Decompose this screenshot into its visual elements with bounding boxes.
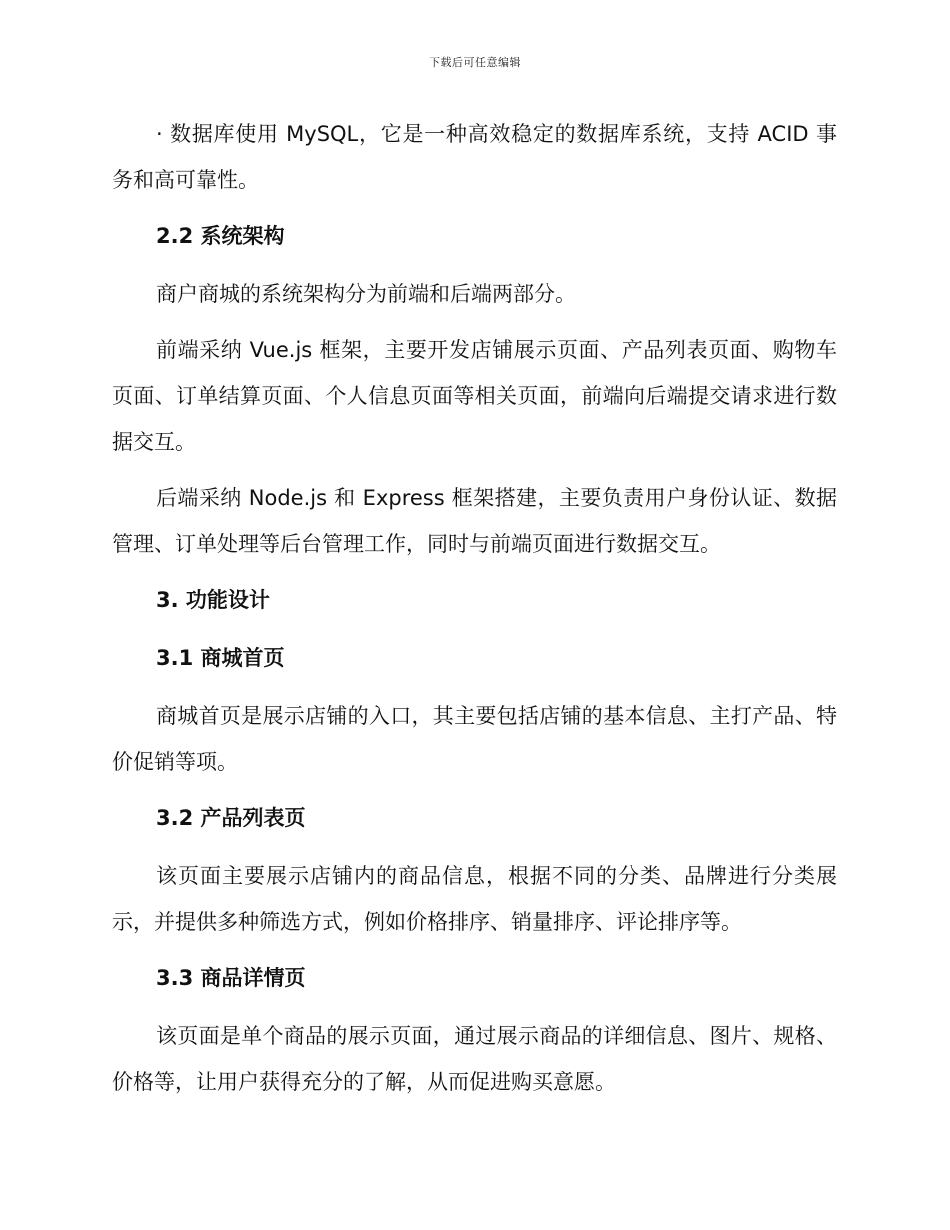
paragraph-backend: 后端采纳 Node.js 和 Express 框架搭建，主要负责用户身份认证、数据管理、订单处理等后台管理工作，同时与前端页面进行数据交互。 [112, 486, 837, 556]
heading-3-1: 3.1 商城首页 [156, 646, 285, 670]
heading-3: 3. 功能设计 [156, 588, 270, 612]
paragraph-architecture-intro: 商户商城的系统架构分为前端和后端两部分。 [156, 282, 576, 306]
heading-3-3: 3.3 商品详情页 [156, 966, 306, 990]
header-note: 下载后可任意编辑 [429, 56, 521, 69]
heading-2-2: 2.2 系统架构 [156, 224, 285, 248]
paragraph-frontend: 前端采纳 Vue.js 框架，主要开发店铺展示页面、产品列表页面、购物车页面、订单结算页面、个人信息页面等相关页面，前端向后端提交请求进行数据交互。 [112, 338, 837, 454]
paragraph-product-detail: 该页面是单个商品的展示页面，通过展示商品的详细信息、图片、规格、价格等，让用户获得充分的了解，从而促进购买意愿。 [112, 1024, 837, 1094]
paragraph-homepage: 商城首页是展示店铺的入口，其主要包括店铺的基本信息、主打产品、特价促销等项。 [112, 704, 837, 774]
document-body [112, 111, 837, 1115]
paragraph-database: · 数据库使用 MySQL，它是一种高效稳定的数据库系统，支持 ACID 事务和高可靠性。 [112, 122, 837, 192]
heading-3-2: 3.2 产品列表页 [156, 806, 306, 830]
paragraph-product-list: 该页面主要展示店铺内的商品信息，根据不同的分类、品牌进行分类展示，并提供多种筛选方式，例如价格排序、销量排序、评论排序等。 [112, 864, 837, 934]
